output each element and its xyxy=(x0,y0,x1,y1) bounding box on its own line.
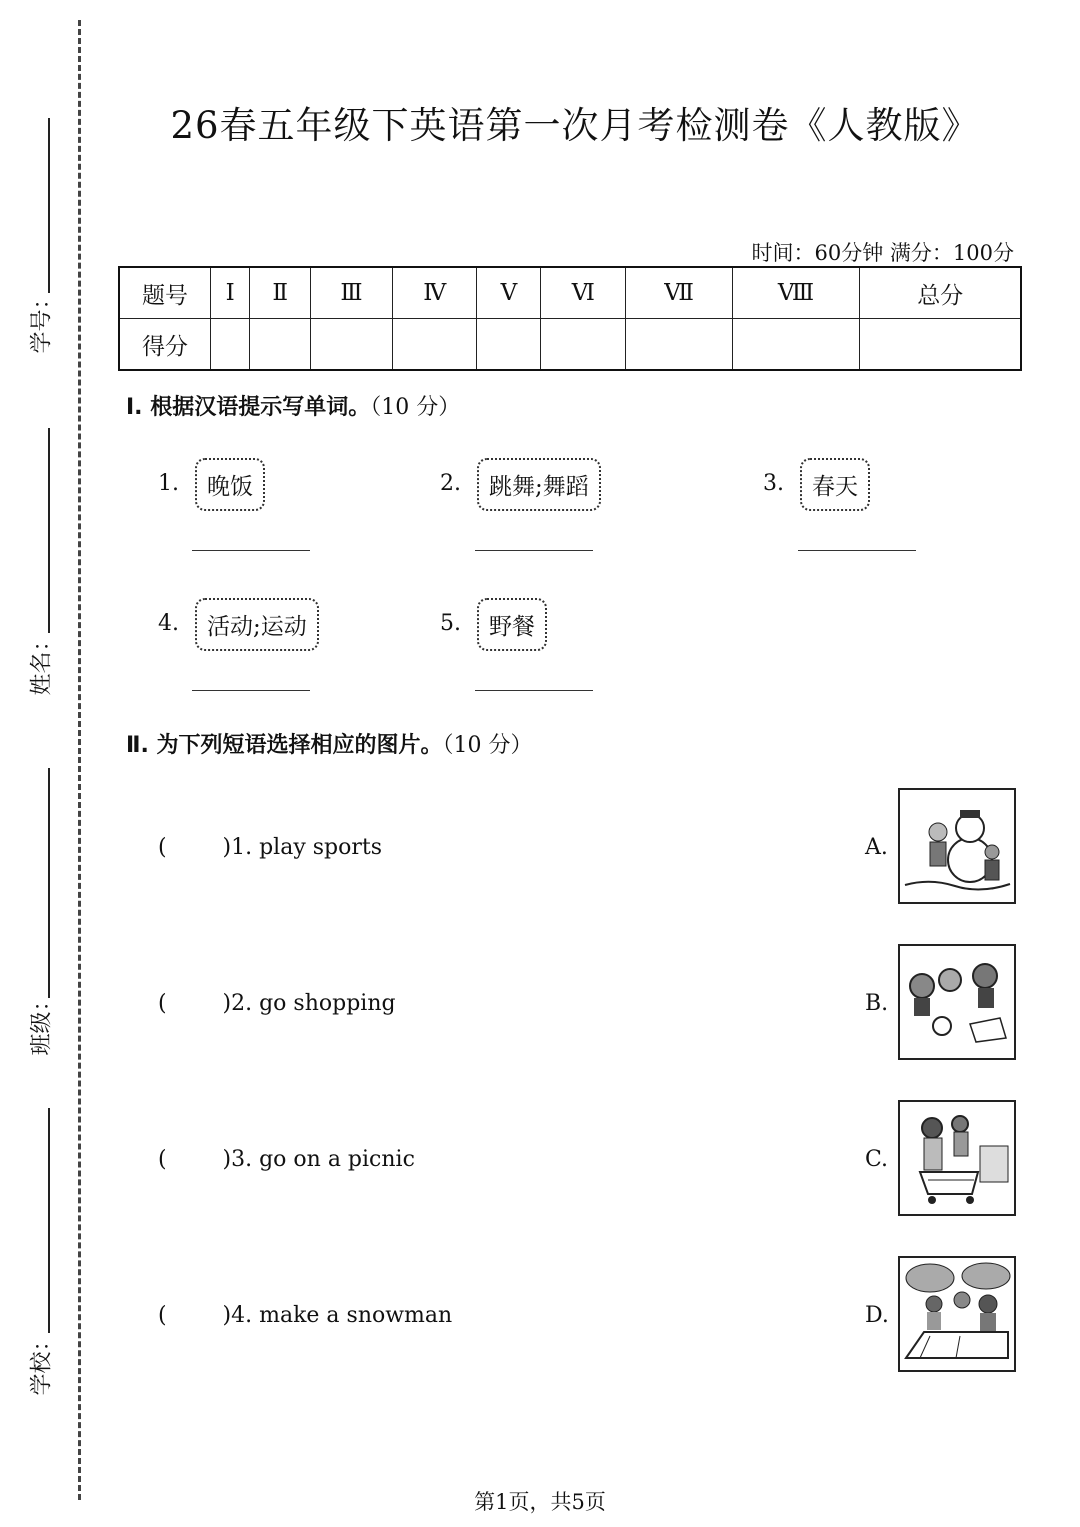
option-a-picture-snowman xyxy=(898,788,1016,904)
section2-heading xyxy=(126,728,533,759)
exam-title: 26春五年级下英语第一次月考检测卷《人教版》 xyxy=(170,104,980,147)
class-label: 班级： xyxy=(29,989,55,1056)
school-label: 学校： xyxy=(29,1329,55,1396)
q1-hint: 晚饭 xyxy=(195,458,265,511)
q4-answer-blank[interactable] xyxy=(192,690,310,691)
score-col-4: Ⅳ xyxy=(392,267,477,319)
option-c-picture-shopping xyxy=(898,1100,1016,1216)
match-item-1: ( )1. play sports xyxy=(158,835,383,860)
score-cell[interactable] xyxy=(626,319,732,371)
score-cell[interactable] xyxy=(250,319,311,371)
option-d-picture-picnic xyxy=(898,1256,1016,1372)
score-col-6: Ⅵ xyxy=(541,267,626,319)
score-table-row1-label: 题号 xyxy=(119,267,211,319)
binding-dashed-line xyxy=(78,20,81,1500)
score-cell[interactable] xyxy=(211,319,250,371)
option-d-letter: D. xyxy=(865,1303,889,1328)
option-b-picture-sports xyxy=(898,944,1016,1060)
student-id-line xyxy=(48,118,50,293)
q3-hint: 春天 xyxy=(800,458,870,511)
q1-number: 1. xyxy=(158,471,179,496)
score-col-3: Ⅲ xyxy=(310,267,392,319)
score-col-7: Ⅶ xyxy=(626,267,732,319)
score-table-header-row xyxy=(119,267,1021,319)
section2-points: （10 分） xyxy=(442,733,533,758)
score-cell[interactable] xyxy=(477,319,541,371)
snowman-illustration xyxy=(900,790,1014,902)
q5-hint: 野餐 xyxy=(477,598,547,651)
q3-answer-blank[interactable] xyxy=(798,550,916,551)
name-line xyxy=(48,428,50,633)
score-col-2: Ⅱ xyxy=(250,267,311,319)
score-cell[interactable] xyxy=(732,319,860,371)
match-item-3: ( )3. go on a picnic xyxy=(158,1147,415,1172)
q2-answer-blank[interactable] xyxy=(475,550,593,551)
score-cell[interactable] xyxy=(392,319,477,371)
section2-heading-text: Ⅱ. 为下列短语选择相应的图片。 xyxy=(126,733,443,758)
class-line xyxy=(48,768,50,998)
section1-heading xyxy=(126,390,460,421)
q1-answer-blank[interactable] xyxy=(192,550,310,551)
q4-hint: 活动;运动 xyxy=(195,598,319,651)
sports-illustration xyxy=(900,946,1014,1058)
score-cell[interactable] xyxy=(860,319,1021,371)
shopping-illustration xyxy=(900,1102,1014,1214)
score-col-8: Ⅷ xyxy=(732,267,860,319)
score-col-5: Ⅴ xyxy=(477,267,541,319)
exam-meta: 时间：60分钟 满分：100分 xyxy=(751,241,1014,265)
score-table xyxy=(118,266,1022,371)
school-line xyxy=(48,1108,50,1333)
option-a-letter: A. xyxy=(865,835,888,860)
q2-number: 2. xyxy=(440,471,461,496)
name-label: 姓名： xyxy=(29,629,55,696)
q5-number: 5. xyxy=(440,611,461,636)
match-item-2: ( )2. go shopping xyxy=(158,991,396,1016)
q4-number: 4. xyxy=(158,611,179,636)
page-footer: 第1页，共5页 xyxy=(474,1490,606,1514)
q5-answer-blank[interactable] xyxy=(475,690,593,691)
section1-points: （10 分） xyxy=(370,395,461,420)
score-cell[interactable] xyxy=(541,319,626,371)
picnic-illustration xyxy=(900,1258,1014,1370)
score-table-score-row xyxy=(119,319,1021,371)
q3-number: 3. xyxy=(763,471,784,496)
student-id-label: 学号： xyxy=(29,287,55,354)
match-item-4: ( )4. make a snowman xyxy=(158,1303,453,1328)
q2-hint: 跳舞;舞蹈 xyxy=(477,458,601,511)
score-col-1: Ⅰ xyxy=(211,267,250,319)
score-col-total: 总分 xyxy=(860,267,1021,319)
score-table-row2-label: 得分 xyxy=(119,319,211,371)
option-c-letter: C. xyxy=(865,1147,889,1172)
score-cell[interactable] xyxy=(310,319,392,371)
option-b-letter: B. xyxy=(865,991,889,1016)
section1-heading-text: Ⅰ. 根据汉语提示写单词。 xyxy=(126,395,371,420)
